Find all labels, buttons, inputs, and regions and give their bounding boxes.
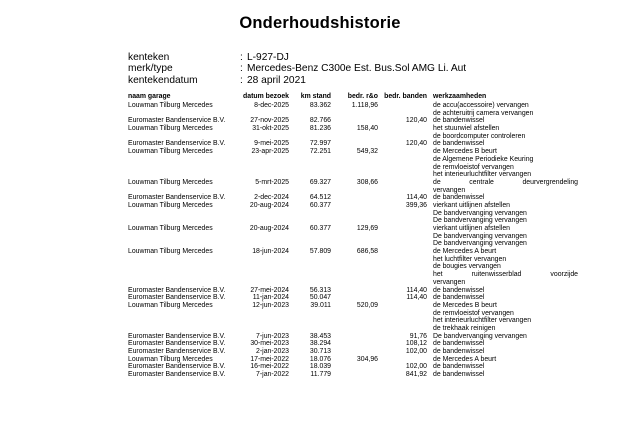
work-cell: het interieurluchtfilter vervangen <box>433 317 532 325</box>
work-cell: de bandenwissel <box>433 194 485 202</box>
colon: : <box>240 63 243 75</box>
date-cell: 18-jun-2024 <box>252 248 289 256</box>
table-row <box>0 102 640 110</box>
tyres-cell: 120,40 <box>405 117 427 125</box>
column-header-km: km stand <box>300 93 331 100</box>
work-cell: het stuurwiel afstellen <box>433 125 500 133</box>
garage-cell: Louwman Tilburg Mercedes <box>128 248 213 256</box>
tyres-cell: 102,00 <box>405 363 427 371</box>
garage-cell: Euromaster Bandenservice B.V. <box>128 363 226 371</box>
table-row <box>0 148 640 156</box>
table-row <box>0 325 640 333</box>
tyres-cell: 120,40 <box>405 140 427 148</box>
r0-cell: 549,32 <box>356 148 378 156</box>
table-row <box>0 171 640 179</box>
garage-cell: Louwman Tilburg Mercedes <box>128 102 213 109</box>
vehicle-date-value: 28 april 2021 <box>247 74 306 86</box>
date-cell: 12-jun-2023 <box>252 301 289 309</box>
r0-cell: 158,40 <box>356 125 378 133</box>
r0-cell: 308,66 <box>356 178 378 186</box>
garage-cell: Louwman Tilburg Mercedes <box>128 201 213 209</box>
date-cell: 2-jan-2023 <box>256 348 289 355</box>
tyres-cell: 108,12 <box>405 340 427 348</box>
work-cell: de bougies vervangen <box>433 263 501 271</box>
km-cell: 69.327 <box>309 178 331 186</box>
garage-cell: Euromaster Bandenservice B.V. <box>128 194 226 202</box>
table-row <box>0 187 640 195</box>
garage-cell: Euromaster Bandenservice B.V. <box>128 140 226 148</box>
work-cell: de remvloeistof vervangen <box>433 163 514 171</box>
table-row <box>0 348 640 356</box>
tyres-cell: 114,40 <box>406 294 427 302</box>
work-cell: het interieurluchtfilter vervangen <box>433 171 532 179</box>
colon: : <box>240 74 243 86</box>
work-cell: de boordcomputer controleren <box>433 132 526 140</box>
work-cell: De bandvervanging vervangen <box>433 332 527 340</box>
table-row <box>0 256 640 264</box>
work-cell: De bandvervanging vervangen <box>433 232 527 240</box>
table-row <box>0 340 640 348</box>
table-row <box>0 202 640 210</box>
work-cell: het ruitenwisserblad voorzijde <box>433 271 578 279</box>
km-cell: 82.766 <box>309 117 331 125</box>
km-cell: 38.453 <box>309 332 331 340</box>
work-cell: de bandenwissel <box>433 340 485 348</box>
work-cell: de bandenwissel <box>433 348 485 355</box>
table-row <box>0 140 640 148</box>
colon: : <box>240 52 243 63</box>
km-cell: 72.997 <box>309 140 331 148</box>
km-cell: 30.713 <box>309 348 331 355</box>
maintenance-table <box>0 102 640 379</box>
work-cell: de bandenwissel <box>433 363 485 371</box>
table-row <box>0 233 640 241</box>
table-row <box>0 263 640 271</box>
work-cell: vervangen <box>433 278 466 286</box>
work-cell: de Algemene Periodieke Keuring <box>433 155 534 163</box>
date-cell: 31-okt-2025 <box>252 125 289 133</box>
garage-cell: Euromaster Bandenservice B.V. <box>128 340 226 348</box>
garage-cell: Euromaster Bandenservice B.V. <box>128 371 226 379</box>
work-cell: de remvloeistof vervangen <box>433 309 514 317</box>
garage-cell: Louwman Tilburg Mercedes <box>128 148 213 156</box>
column-header-r0: bedr. r&o <box>347 93 378 100</box>
km-cell: 11.779 <box>310 371 331 379</box>
garage-cell: Louwman Tilburg Mercedes <box>128 178 213 186</box>
garage-cell: Louwman Tilburg Mercedes <box>128 225 213 232</box>
r0-cell: 686,58 <box>356 248 378 256</box>
vehicle-details <box>128 52 466 86</box>
tyres-cell: 841,92 <box>405 371 427 379</box>
work-cell: de Mercedes B beurt <box>433 301 497 309</box>
vehicle-type-label: merk/type <box>128 63 173 75</box>
km-cell: 50.047 <box>309 294 331 302</box>
r0-cell: 1.118,96 <box>351 102 378 109</box>
table-row <box>0 179 640 187</box>
garage-cell: Euromaster Bandenservice B.V. <box>128 348 226 355</box>
table-row <box>0 117 640 125</box>
km-cell: 38.294 <box>309 340 331 348</box>
km-cell: 81.236 <box>309 125 331 133</box>
r0-cell: 129,69 <box>356 225 378 232</box>
work-cell: de accu(accessoire) vervangen <box>433 102 529 109</box>
km-cell: 64.512 <box>309 194 331 202</box>
table-row <box>0 225 640 233</box>
km-cell: 18.076 <box>309 355 331 363</box>
date-cell: 27-mei-2024 <box>250 286 289 294</box>
garage-cell: Louwman Tilburg Mercedes <box>128 355 213 363</box>
table-row <box>0 371 640 379</box>
table-row <box>0 271 640 279</box>
garage-cell: Euromaster Bandenservice B.V. <box>128 117 226 125</box>
table-row <box>0 287 640 295</box>
table-row <box>0 317 640 325</box>
r0-cell: 304,96 <box>356 355 378 363</box>
tyres-cell: 114,40 <box>406 194 427 202</box>
table-row <box>0 217 640 225</box>
vehicle-date-row <box>128 75 466 86</box>
work-cell: de Mercedes A beurt <box>433 355 497 363</box>
work-cell: de trekhaak reinigen <box>433 324 496 332</box>
date-cell: 17-mei-2022 <box>250 355 289 363</box>
table-row <box>0 164 640 172</box>
garage-cell: Euromaster Bandenservice B.V. <box>128 294 226 302</box>
work-cell: De bandvervanging vervangen <box>433 217 527 225</box>
date-cell: 27-nov-2025 <box>250 117 289 125</box>
km-cell: 60.377 <box>309 225 331 232</box>
column-header-tyres: bedr. banden <box>384 93 427 100</box>
table-row <box>0 248 640 256</box>
work-cell: vervangen <box>433 186 466 194</box>
date-cell: 9-mei-2025 <box>254 140 289 148</box>
date-cell: 11-jan-2024 <box>252 294 289 302</box>
table-row <box>0 194 640 202</box>
km-cell: 72.251 <box>309 148 331 156</box>
table-row <box>0 133 640 141</box>
table-row <box>0 302 640 310</box>
date-cell: 30-mei-2023 <box>250 340 289 348</box>
work-cell: de achteruitrij camera vervangen <box>433 109 534 117</box>
work-cell: De bandvervanging vervangen <box>433 209 527 217</box>
vehicle-plate-label: kenteken <box>128 52 170 63</box>
table-row <box>0 356 640 364</box>
garage-cell: Louwman Tilburg Mercedes <box>128 125 213 133</box>
date-cell: 2-dec-2024 <box>254 194 289 202</box>
tyres-cell: 114,40 <box>406 286 427 294</box>
work-cell: de bandenwissel <box>433 371 485 379</box>
table-row <box>0 363 640 371</box>
garage-cell: Euromaster Bandenservice B.V. <box>128 286 226 294</box>
table-row <box>0 125 640 133</box>
km-cell: 83.362 <box>309 102 331 109</box>
table-row <box>0 279 640 287</box>
table-row <box>0 294 640 302</box>
date-cell: 20-aug-2024 <box>249 225 289 232</box>
date-cell: 7-jan-2022 <box>256 371 289 379</box>
table-row <box>0 156 640 164</box>
work-cell: de Mercedes B beurt <box>433 148 497 156</box>
date-cell: 23-apr-2025 <box>251 148 289 156</box>
work-cell: de bandenwissel <box>433 140 485 148</box>
vehicle-date-label: kentekendatum <box>128 74 198 86</box>
tyres-cell: 399,36 <box>405 201 427 209</box>
work-cell: het luchtfilter vervangen <box>433 255 507 263</box>
table-row <box>0 210 640 218</box>
vehicle-plate-value: L-927-DJ <box>247 52 289 63</box>
tyres-cell: 102,00 <box>405 348 427 355</box>
km-cell: 56.313 <box>309 286 331 294</box>
work-cell: de centrale deurvergrendeling <box>433 178 578 186</box>
r0-cell: 520,09 <box>356 301 378 309</box>
vehicle-type-value: Mercedes-Benz C300e Est. Bus.Sol AMG Li. Aut <box>247 63 467 75</box>
vehicle-type-row <box>128 63 466 74</box>
date-cell: 5-mrt-2025 <box>255 178 289 186</box>
work-cell: de Mercedes A beurt <box>433 248 497 256</box>
column-header-date: datum bezoek <box>243 93 289 100</box>
work-cell: de bandenwissel <box>433 294 485 302</box>
table-row <box>0 333 640 341</box>
date-cell: 8-dec-2025 <box>254 102 289 109</box>
table-row <box>0 240 640 248</box>
work-cell: de bandenwissel <box>433 117 485 125</box>
garage-cell: Louwman Tilburg Mercedes <box>128 301 213 309</box>
work-cell: De bandvervanging vervangen <box>433 240 527 248</box>
column-header-garage: naam garage <box>128 93 171 100</box>
work-cell: vierkant uitlijnen afstellen <box>433 225 510 232</box>
tyres-cell: 91,76 <box>409 332 427 340</box>
work-cell: vierkant uitlijnen afstellen <box>433 201 510 209</box>
date-cell: 7-jun-2023 <box>256 332 289 340</box>
page-title: Onderhoudshistorie <box>239 14 401 32</box>
work-cell: de bandenwissel <box>433 286 485 294</box>
table-row <box>0 110 640 118</box>
date-cell: 16-mei-2022 <box>250 363 289 371</box>
vehicle-plate-row <box>128 52 466 63</box>
table-row <box>0 310 640 318</box>
garage-cell: Euromaster Bandenservice B.V. <box>128 332 226 340</box>
km-cell: 18.039 <box>309 363 331 371</box>
km-cell: 57.809 <box>309 248 331 256</box>
column-header-work: werkzaamheden <box>433 93 487 100</box>
km-cell: 60.377 <box>309 201 331 209</box>
date-cell: 20-aug-2024 <box>249 201 289 209</box>
km-cell: 39.011 <box>310 301 331 309</box>
